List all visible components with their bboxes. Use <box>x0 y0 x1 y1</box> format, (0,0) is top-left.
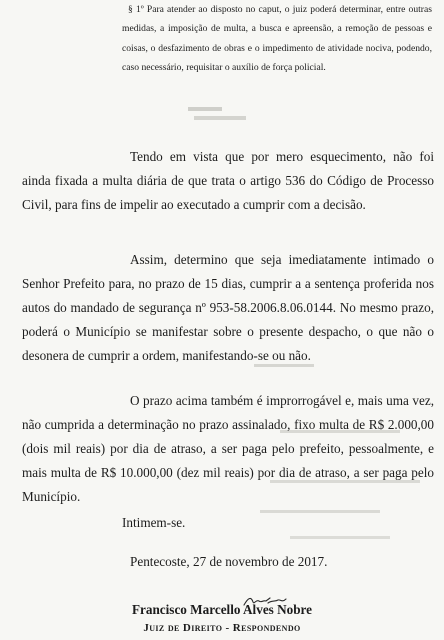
closing-text: Intimem-se. <box>122 515 186 530</box>
signer-name: Francisco Marcello Alves Nobre <box>131 602 313 617</box>
body-paragraph-2: Assim, determino que seja imediatamente intimado o Senhor Prefeito para, no prazo de 15 dias, cumprir a a sentença proferida nos autos do mandado de segurança nº 953-58.2006.8.06.0144. No mesmo prazo, poderá o Município se manifestar sobre o presente despacho, o que não o desonera de cumprir a ordem, manifestando-se ou não. <box>22 252 434 363</box>
body-paragraph-1: Tendo em vista que por mero esquecimento, não foi ainda fixada a multa diária de que trata o artigo 536 do Código de Processo Civil, para fins de impelir ao executado a cumprir com a decisão. <box>22 149 434 212</box>
quoted-legal-paragraph: § 1º Para atender ao disposto no caput, o juiz poderá determinar, entre outras medidas, a imposição de multa, a busca e apreensão, a remoção de pessoas e coisas, o desfazimento de obras e o impedimento de atividade nociva, podendo, caso necessário, requisitar o auxílio de força policial. <box>122 4 432 73</box>
body-paragraph-3: O prazo acima também é improrrogável e, mais uma vez, não cumprida a determinação no prazo assinalado, fixo multa de R$ 2.000,00 (dois mil reais) por dia de atraso, a ser paga pelo prefeito, pessoalmente, e mais multa de R$ 10.000,00 (dez mil reais) por dia de atraso, a ser paga pelo Município. <box>22 393 434 504</box>
signer-role: Juiz de Direito - Respondendo <box>143 622 301 634</box>
place-and-date: Pentecoste, 27 de novembro de 2017. <box>130 554 328 569</box>
show-through-marks <box>186 104 256 127</box>
